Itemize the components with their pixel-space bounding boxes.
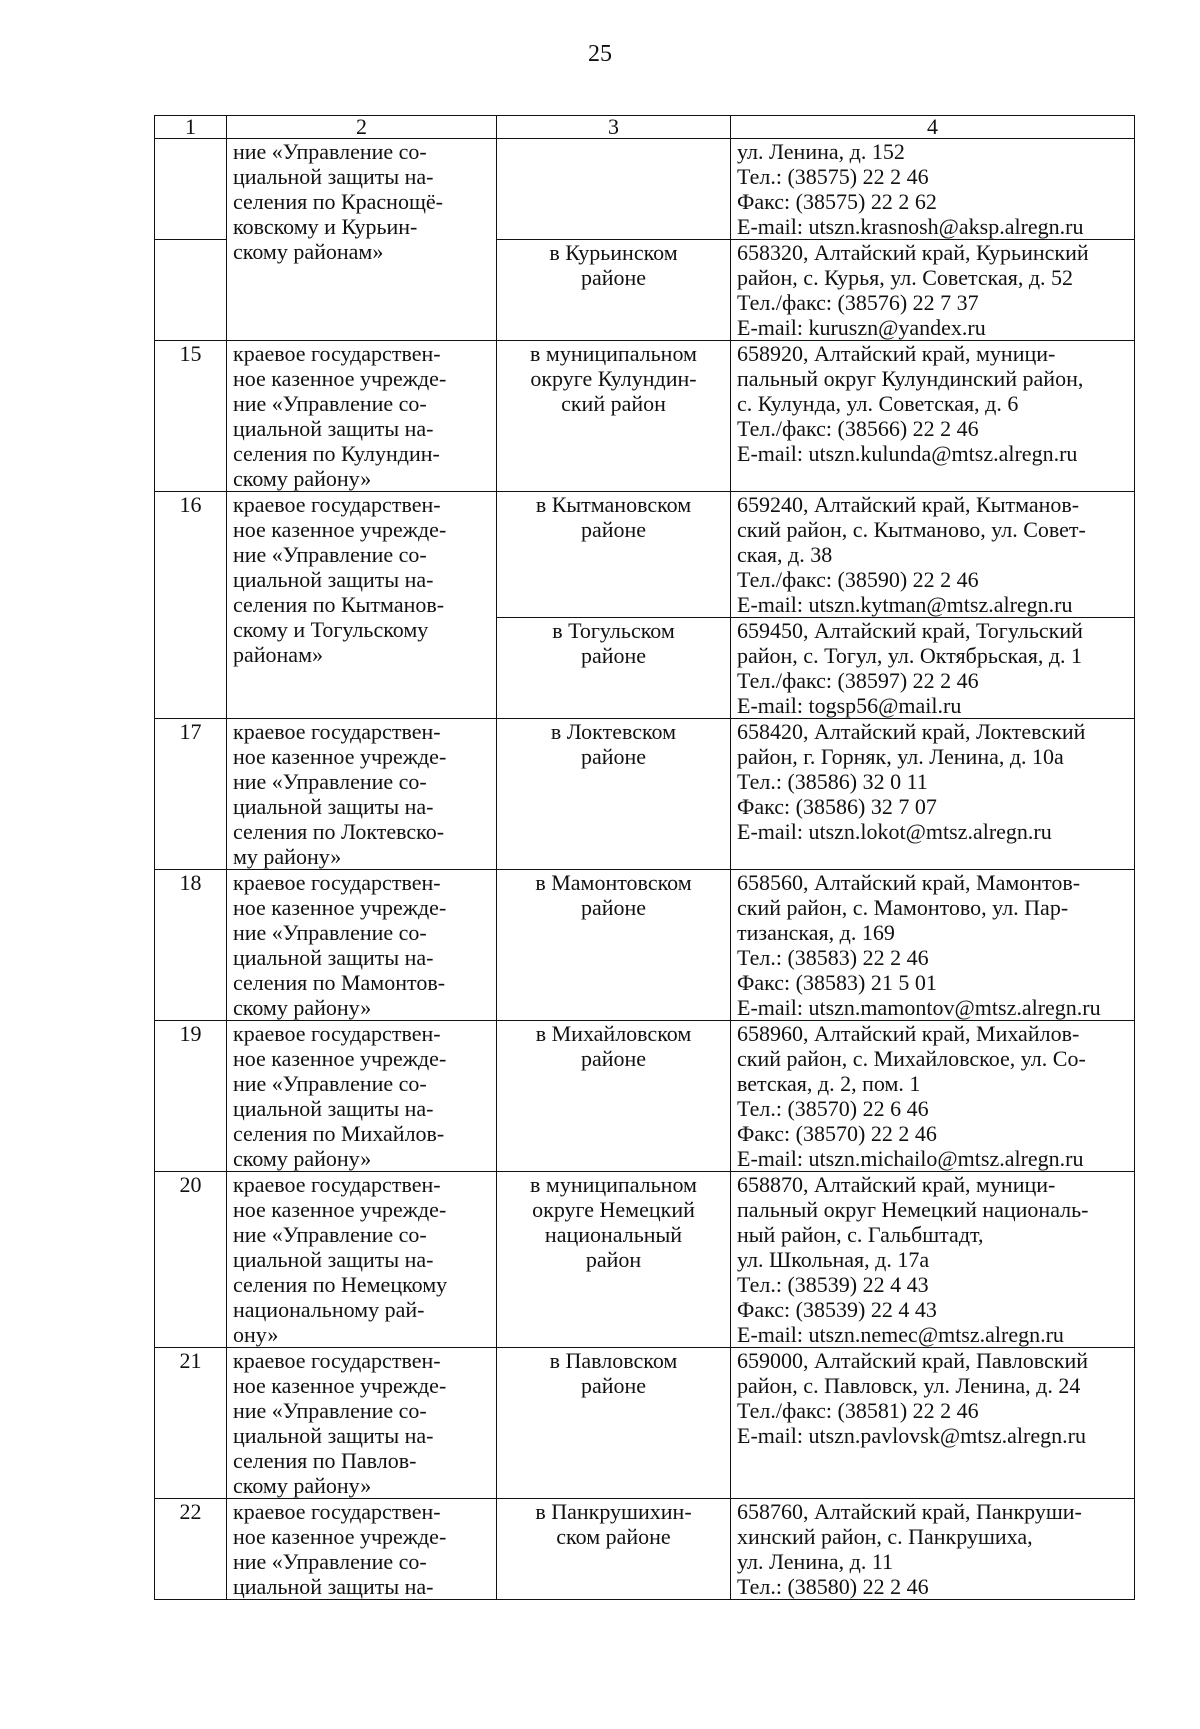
row-number: 19 (155, 1021, 227, 1172)
contact-address: 659240, Алтайский край, Кытманов- ский район, с. Кытманово, ул. Совет- ская, д. 38 Тел./факс: (38590) 22 2 46 E-mail: utszn.kytman@mtsz.alregn.ru (731, 492, 1135, 618)
row-number (155, 240, 227, 341)
institution-name: краевое государствен- ное казенное учрежде- ние «Управление со- циальной защиты на- селения по Михайлов- скому району» (227, 1021, 497, 1172)
column-header: 2 (227, 116, 497, 139)
row-number: 17 (155, 719, 227, 870)
contact-address: 658420, Алтайский край, Локтевский район, г. Горняк, ул. Ленина, д. 10а Тел.: (38586) 32 0 11 Факс: (38586) 32 7 07 E-mail: utszn.lokot@mtsz.alregn.ru (731, 719, 1135, 870)
branch-location: в Павловском районе (497, 1348, 731, 1499)
row-number (155, 139, 227, 240)
table-row (155, 719, 1135, 870)
table-row (155, 1021, 1135, 1172)
institution-name: краевое государствен- ное казенное учрежде- ние «Управление со- циальной защиты на- (227, 1499, 497, 1600)
branch-location: в Тогульском районе (497, 618, 731, 719)
branch-location: в Михайловском районе (497, 1021, 731, 1172)
branch-location: в муниципальном округе Кулундин- ский район (497, 341, 731, 492)
table-row (155, 492, 1135, 618)
column-header: 3 (497, 116, 731, 139)
institution-name: краевое государствен- ное казенное учрежде- ние «Управление со- циальной защиты на- селения по Павлов- скому району» (227, 1348, 497, 1499)
table-row (155, 1172, 1135, 1348)
branch-location: в Курьинском районе (497, 240, 731, 341)
branch-location: в Панкрушихин- ском районе (497, 1499, 731, 1600)
contact-address: 658320, Алтайский край, Курьинский район, с. Курья, ул. Советская, д. 52 Тел./факс: (38576) 22 7 37 E-mail: kuruszn@yandex.ru (731, 240, 1135, 341)
offices-table (154, 115, 1135, 1600)
institution-name: краевое государствен- ное казенное учрежде- ние «Управление со- циальной защиты на- селения по Кытманов- скому и Тогульскому районам» (227, 492, 497, 719)
institution-name: краевое государствен- ное казенное учрежде- ние «Управление со- циальной защиты на- селения по Кулундин- скому району» (227, 341, 497, 492)
contact-address: 659450, Алтайский край, Тогульский район, с. Тогул, ул. Октябрьская, д. 1 Тел./факс: (38597) 22 2 46 E-mail: togsp56@mail.ru (731, 618, 1135, 719)
branch-location: в Мамонтовском районе (497, 870, 731, 1021)
contact-address: ул. Ленина, д. 152 Тел.: (38575) 22 2 46 Факс: (38575) 22 2 62 E-mail: utszn.krasnosh@aksp.alregn.ru (731, 139, 1135, 240)
table-row (155, 139, 1135, 240)
table-row (155, 1348, 1135, 1499)
row-number: 15 (155, 341, 227, 492)
contact-address: 658760, Алтайский край, Панкруши- хинский район, с. Панкрушиха, ул. Ленина, д. 11 Тел.: (38580) 22 2 46 (731, 1499, 1135, 1600)
branch-location: в Локтевском районе (497, 719, 731, 870)
contact-address: 658920, Алтайский край, муници- пальный округ Кулундинский район, с. Кулунда, ул. Советская, д. 6 Тел./факс: (38566) 22 2 46 E-mail: utszn.kulunda@mtsz.alregn.ru (731, 341, 1135, 492)
contact-address: 658960, Алтайский край, Михайлов- ский район, с. Михайловское, ул. Со- ветская, д. 2, пом. 1 Тел.: (38570) 22 6 46 Факс: (38570) 22 2 46 E-mail: utszn.michailo@mtsz.alregn.ru (731, 1021, 1135, 1172)
institution-name: ние «Управление со- циальной защиты на- селения по Краснощё- ковскому и Курьин- скому районам» (227, 139, 497, 341)
row-number: 16 (155, 492, 227, 719)
table-row (155, 1499, 1135, 1600)
contact-address: 658870, Алтайский край, муници- пальный округ Немецкий националь- ный район, с. Гальбштадт, ул. Школьная, д. 17а Тел.: (38539) 22 4 43 Факс: (38539) 22 4 43 E-mail: utszn.nemec@mtsz.alregn.ru (731, 1172, 1135, 1348)
institution-name: краевое государствен- ное казенное учрежде- ние «Управление со- циальной защиты на- селения по Локтевско- му району» (227, 719, 497, 870)
branch-location: в муниципальном округе Немецкий национальный район (497, 1172, 731, 1348)
row-number: 18 (155, 870, 227, 1021)
row-number: 21 (155, 1348, 227, 1499)
branch-location: в Кытмановском районе (497, 492, 731, 618)
institution-name: краевое государствен- ное казенное учрежде- ние «Управление со- циальной защиты на- селения по Мамонтов- скому району» (227, 870, 497, 1021)
branch-location (497, 139, 731, 240)
table-header-row (155, 116, 1135, 139)
row-number: 22 (155, 1499, 227, 1600)
table-row (155, 341, 1135, 492)
contact-address: 658560, Алтайский край, Мамонтов- ский район, с. Мамонтово, ул. Пар- тизанская, д. 169 Тел.: (38583) 22 2 46 Факс: (38583) 21 5 01 E-mail: utszn.mamontov@mtsz.alregn.ru (731, 870, 1135, 1021)
page-number: 25 (588, 41, 612, 67)
institution-name: краевое государствен- ное казенное учрежде- ние «Управление со- циальной защиты на- селения по Немецкому национальному рай- ону» (227, 1172, 497, 1348)
table-row (155, 870, 1135, 1021)
column-header: 1 (155, 116, 227, 139)
row-number: 20 (155, 1172, 227, 1348)
column-header: 4 (731, 116, 1135, 139)
contact-address: 659000, Алтайский край, Павловский район, с. Павловск, ул. Ленина, д. 24 Тел./факс: (38581) 22 2 46 E-mail: utszn.pavlovsk@mtsz.alregn.ru (731, 1348, 1135, 1499)
